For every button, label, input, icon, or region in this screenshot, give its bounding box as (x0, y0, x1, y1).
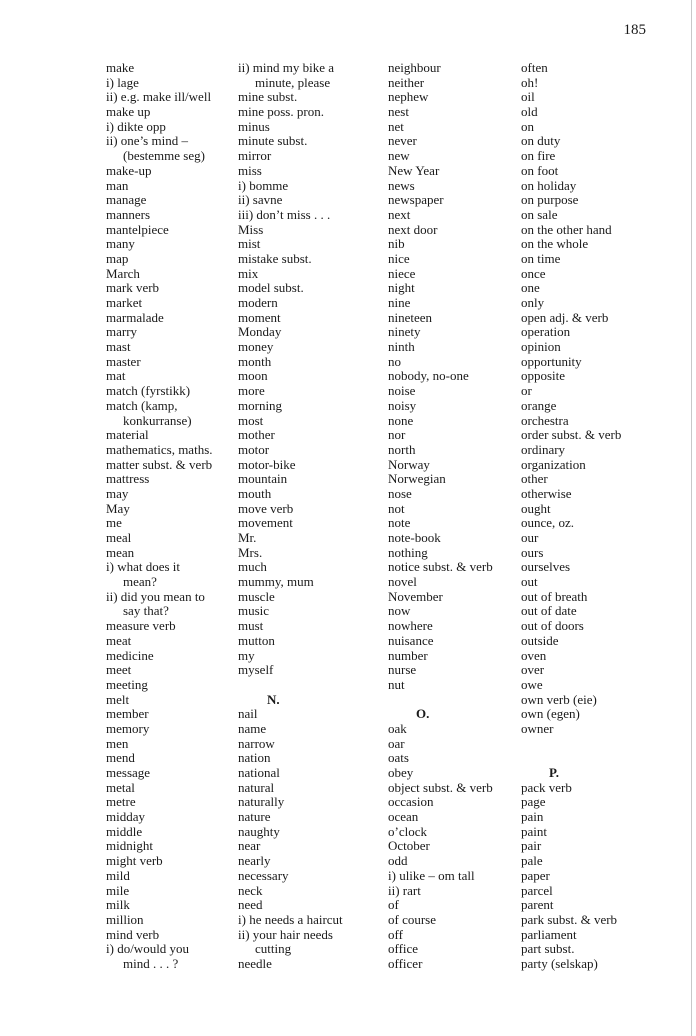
word-entry: owe (521, 676, 543, 692)
word-entry: ocean (388, 809, 419, 825)
word-entry: men (106, 735, 129, 751)
word-entry: me (106, 515, 122, 531)
section-heading: N. (267, 691, 280, 707)
word-entry: ii) mind my bike a (238, 60, 335, 75)
word-entry: our (521, 530, 539, 545)
word-entry: notice subst. & verb (388, 559, 493, 575)
word-entry: metal (106, 779, 135, 795)
word-entry: manners (106, 206, 151, 222)
word-entry: no (388, 353, 401, 369)
word-entry: iii) don’t miss . . . (238, 206, 331, 222)
word-entry: meet (106, 662, 132, 678)
word-entry: nearly (238, 853, 271, 869)
word-entry: natural (238, 779, 275, 795)
word-entry: on duty (521, 133, 561, 149)
word-entry: ii) one’s mind – (106, 133, 188, 149)
word-entry: ourselves (521, 559, 571, 575)
word-entry: not (388, 500, 405, 516)
word-entry: market (106, 295, 143, 310)
word-entry: next door (388, 221, 438, 237)
word-entry: morning (238, 397, 283, 413)
word-entry: out of breath (521, 588, 588, 604)
word-entry: nose (388, 485, 412, 501)
word-list-column-4 (521, 61, 621, 972)
word-entry: meal (106, 530, 132, 545)
word-entry: man (106, 177, 129, 193)
word-entry: out of doors (521, 618, 584, 634)
word-entry: i) what does it (106, 559, 181, 575)
word-entry: milk (106, 897, 130, 913)
word-entry: parliament (521, 926, 577, 942)
word-entry: pain (521, 809, 544, 825)
word-entry: myself (238, 662, 274, 678)
word-entry: must (238, 618, 264, 634)
word-entry: often (521, 60, 548, 75)
word-entry: i) dikte opp (106, 118, 166, 134)
word-entry: none (388, 412, 414, 428)
word-entry: say that? (123, 603, 169, 619)
word-entry: might verb (106, 853, 163, 869)
word-entry: part subst. (521, 941, 575, 957)
word-entry: match (kamp, (106, 397, 178, 413)
word-entry: memory (106, 720, 150, 736)
word-entry: mathematics, maths. (106, 441, 213, 457)
word-entry: minute, please (255, 74, 331, 90)
word-entry: konkurranse) (123, 412, 192, 428)
word-entry: necessary (238, 867, 289, 883)
spacer (388, 693, 493, 708)
word-entry: need (238, 897, 263, 913)
word-entry: mean (106, 544, 135, 560)
word-entry: make up (106, 104, 151, 120)
word-entry: opportunity (521, 353, 582, 369)
word-entry: muscle (238, 588, 275, 604)
word-list-column-2 (238, 61, 343, 972)
word-entry: Norwegian (388, 471, 446, 487)
word-entry: name (238, 720, 267, 736)
word-entry: night (388, 280, 415, 296)
word-entry: owner (521, 720, 554, 736)
word-entry: minute subst. (238, 133, 308, 149)
word-entry: mix (238, 265, 259, 281)
word-entry: mutton (238, 632, 275, 648)
word-entry: nor (388, 427, 406, 443)
word-entry: medicine (106, 647, 154, 663)
word-entry: occasion (388, 794, 434, 810)
word-entry: middle (106, 823, 143, 839)
word-entry: i) lage (106, 74, 139, 90)
section-heading: O. (416, 706, 430, 722)
word-list-column-3 (388, 61, 493, 972)
word-entry: marmalade (106, 309, 164, 325)
word-entry: ours (521, 544, 544, 560)
word-entry: mantelpiece (106, 221, 169, 237)
word-entry: orchestra (521, 412, 569, 428)
word-entry: modern (238, 295, 278, 310)
word-entry: off (388, 926, 403, 942)
word-entry: news (388, 177, 415, 193)
word-entry: oh! (521, 74, 539, 90)
word-entry: metre (106, 794, 136, 810)
word-entry: narrow (238, 735, 275, 751)
word-entry: ordinary (521, 441, 566, 457)
word-entry: material (106, 427, 149, 443)
word-entry: minus (238, 118, 270, 134)
word-entry: over (521, 662, 545, 678)
word-entry: midnight (106, 838, 153, 854)
word-entry: mine subst. (238, 89, 298, 105)
word-entry: own (egen) (521, 706, 580, 722)
word-entry: March (106, 265, 140, 281)
word-entry: mile (106, 882, 130, 898)
word-entry: match (fyrstikk) (106, 383, 191, 399)
word-entry: old (521, 104, 538, 120)
word-entry: mist (238, 236, 261, 252)
word-entry: nowhere (388, 618, 433, 634)
word-entry: mild (106, 867, 130, 883)
word-entry: niece (388, 265, 416, 281)
word-entry: ought (521, 500, 551, 516)
word-entry: nineteen (388, 309, 433, 325)
word-entry: neither (388, 74, 425, 90)
word-list-column-1 (106, 61, 213, 972)
word-entry: November (388, 588, 443, 604)
word-entry: Norway (388, 456, 430, 472)
word-entry: motor-bike (238, 456, 296, 472)
word-entry: manage (106, 192, 147, 208)
word-entry: outside (521, 632, 559, 648)
word-entry: May (106, 500, 130, 516)
word-entry: mat (106, 368, 126, 384)
spacer (521, 737, 621, 752)
word-entry: miss (238, 162, 262, 178)
word-entry: (bestemme seg) (123, 148, 205, 164)
word-entry: mirror (238, 148, 272, 164)
word-entry: mend (106, 750, 135, 766)
page-edge (691, 0, 692, 1036)
word-entry: ii) did you mean to (106, 588, 205, 604)
word-entry: October (388, 838, 430, 854)
word-entry: operation (521, 324, 571, 340)
word-entry: movement (238, 515, 293, 531)
word-entry: oak (388, 720, 407, 736)
word-entry: order subst. & verb (521, 427, 622, 443)
word-entry: on the other hand (521, 221, 612, 237)
word-entry: oven (521, 647, 547, 663)
word-entry: ii) rart (388, 882, 421, 898)
word-entry: once (521, 265, 546, 281)
word-entry: newspaper (388, 192, 444, 208)
word-entry: ninth (388, 339, 415, 355)
word-entry: noisy (388, 397, 417, 413)
word-entry: moon (238, 368, 268, 384)
word-entry: on holiday (521, 177, 577, 193)
word-entry: orange (521, 397, 557, 413)
word-entry: new (388, 148, 410, 164)
word-entry: message (106, 765, 151, 780)
word-entry: melt (106, 691, 130, 707)
word-entry: otherwise (521, 485, 572, 501)
word-entry: mind . . . ? (123, 955, 179, 971)
word-entry: of (388, 897, 399, 913)
word-entry: number (388, 647, 428, 663)
word-entry: Mr. (238, 530, 257, 545)
word-entry: own verb (eie) (521, 691, 597, 707)
word-entry: nib (388, 236, 405, 252)
word-entry: park subst. & verb (521, 911, 618, 927)
word-entry: or (521, 383, 532, 399)
word-entry: nation (238, 750, 271, 766)
word-entry: ounce, oz. (521, 515, 575, 531)
word-entry: ii) your hair needs (238, 926, 333, 942)
word-entry: ninety (388, 324, 421, 340)
word-entry: nice (388, 250, 410, 266)
word-entry: on foot (521, 162, 559, 178)
word-entry: opposite (521, 368, 566, 384)
word-entry: officer (388, 955, 423, 971)
word-entry: needle (238, 955, 272, 971)
word-entry: out of date (521, 603, 577, 619)
word-entry: nothing (388, 544, 428, 560)
word-entry: my (238, 647, 255, 663)
word-entry: Monday (238, 324, 282, 340)
word-entry: open adj. & verb (521, 309, 609, 325)
word-entry: music (238, 603, 270, 619)
word-entry: pale (521, 853, 543, 869)
word-entry: nuisance (388, 632, 434, 648)
word-entry: measure verb (106, 618, 176, 634)
word-entry: mouth (238, 485, 272, 501)
word-entry: more (238, 383, 265, 399)
word-entry: most (238, 412, 264, 428)
word-entry: one (521, 280, 540, 296)
word-entry: neighbour (388, 60, 441, 75)
word-entry: on fire (521, 148, 556, 164)
word-entry: opinion (521, 339, 561, 355)
word-entry: neck (238, 882, 263, 898)
word-entry: nest (388, 104, 409, 120)
word-entry: office (388, 941, 419, 957)
word-entry: meat (106, 632, 132, 648)
word-entry: parcel (521, 882, 553, 898)
word-entry: Miss (238, 221, 264, 237)
word-entry: nephew (388, 89, 429, 105)
word-entry: page (521, 794, 546, 810)
word-entry: million (106, 911, 144, 927)
word-entry: i) he needs a haircut (238, 911, 343, 927)
word-entry: midday (106, 809, 145, 825)
word-entry: pair (521, 838, 542, 854)
word-entry: may (106, 485, 129, 501)
word-entry: paper (521, 867, 550, 883)
word-entry: mine poss. pron. (238, 104, 324, 120)
word-entry: make-up (106, 162, 152, 178)
word-entry: oil (521, 89, 535, 105)
word-entry: i) do/would you (106, 941, 190, 957)
word-entry: meeting (106, 676, 148, 692)
word-entry: o’clock (388, 823, 427, 839)
word-entry: oats (388, 750, 409, 766)
word-entry: mountain (238, 471, 288, 487)
word-entry: out (521, 574, 538, 590)
word-entry: novel (388, 574, 417, 590)
word-entry: of course (388, 911, 437, 927)
word-entry: map (106, 250, 129, 266)
word-entry: obey (388, 765, 414, 780)
word-entry: national (238, 765, 280, 780)
word-entry: on the whole (521, 236, 589, 252)
word-entry: now (388, 603, 411, 619)
word-entry: nail (238, 706, 258, 722)
word-entry: cutting (255, 941, 292, 957)
word-entry: member (106, 706, 149, 722)
word-entry: money (238, 339, 274, 355)
word-entry: net (388, 118, 404, 134)
word-entry: mind verb (106, 926, 160, 942)
section-heading: P. (549, 765, 559, 780)
word-entry: nine (388, 295, 411, 310)
word-entry: on sale (521, 206, 558, 222)
word-entry: ii) savne (238, 192, 283, 208)
word-entry: never (388, 133, 417, 149)
word-entry: nobody, no-one (388, 368, 469, 384)
word-entry: object subst. & verb (388, 779, 493, 795)
word-entry: mattress (106, 471, 150, 487)
word-entry: i) bomme (238, 177, 289, 193)
word-entry: New Year (388, 162, 440, 178)
word-entry: note (388, 515, 411, 531)
word-entry: note-book (388, 530, 441, 545)
word-entry: naturally (238, 794, 285, 810)
word-entry: mast (106, 339, 131, 355)
word-entry: only (521, 295, 545, 310)
word-entry: model subst. (238, 280, 304, 296)
word-entry: mummy, mum (238, 574, 314, 590)
word-entry: parent (521, 897, 554, 913)
word-entry: pack verb (521, 779, 572, 795)
word-entry: ii) e.g. make ill/well (106, 89, 212, 105)
word-entry: on purpose (521, 192, 579, 208)
word-entry: much (238, 559, 267, 575)
word-entry: Mrs. (238, 544, 263, 560)
word-entry: near (238, 838, 261, 854)
word-entry: paint (521, 823, 547, 839)
word-entry: nurse (388, 662, 417, 678)
spacer (521, 751, 621, 766)
word-entry: month (238, 353, 272, 369)
word-entry: mark verb (106, 280, 160, 296)
word-entry: oar (388, 735, 405, 751)
word-entry: noise (388, 383, 416, 399)
word-entry: nature (238, 809, 271, 825)
page-number: 185 (623, 22, 646, 38)
spacer (238, 678, 343, 693)
word-entry: party (selskap) (521, 955, 598, 971)
word-entry: mistake subst. (238, 250, 312, 266)
word-entry: moment (238, 309, 281, 325)
word-entry: mean? (123, 574, 157, 590)
word-entry: i) ulike – om tall (388, 867, 475, 883)
word-entry: move verb (238, 500, 294, 516)
word-entry: master (106, 353, 141, 369)
word-entry: nut (388, 676, 405, 692)
word-entry: other (521, 471, 548, 487)
word-entry: odd (388, 853, 408, 869)
word-entry: on time (521, 250, 561, 266)
word-entry: mother (238, 427, 275, 443)
word-entry: north (388, 441, 416, 457)
word-entry: on (521, 118, 534, 134)
word-entry: organization (521, 456, 586, 472)
word-entry: next (388, 206, 411, 222)
word-entry: matter subst. & verb (106, 456, 213, 472)
word-entry: motor (238, 441, 270, 457)
word-entry: marry (106, 324, 138, 340)
word-entry: naughty (238, 823, 280, 839)
word-entry: many (106, 236, 135, 252)
word-entry: make (106, 60, 135, 75)
